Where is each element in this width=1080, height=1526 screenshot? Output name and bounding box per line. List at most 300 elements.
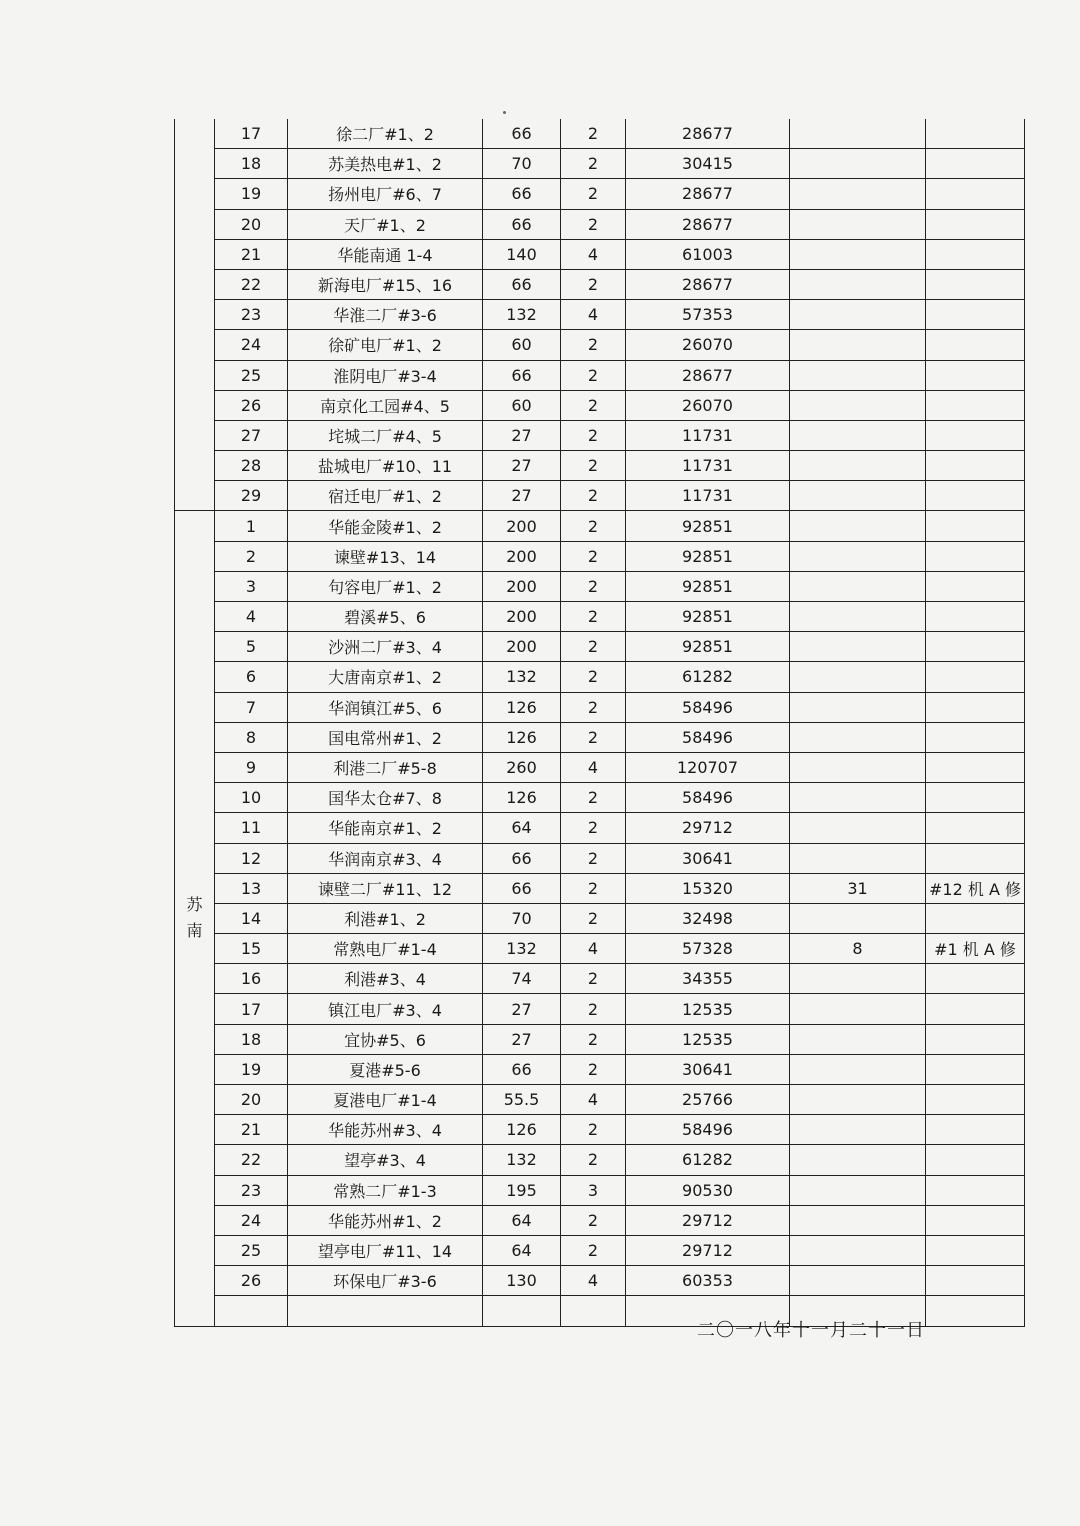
unit-count-cell: 4	[561, 752, 626, 782]
unit-count-cell: 2	[561, 1115, 626, 1145]
unit-count-cell: 2	[561, 1054, 626, 1084]
row-number: 21	[215, 1115, 288, 1145]
row-number: 23	[215, 300, 288, 330]
days-cell	[790, 511, 926, 541]
unit-count-cell: 2	[561, 179, 626, 209]
table-row	[175, 903, 1025, 933]
value-cell: 30641	[626, 1054, 790, 1084]
plant-name: 利港#1、2	[288, 903, 483, 933]
row-number: 11	[215, 813, 288, 843]
document-date: 二〇一八年十一月二十一日	[697, 1320, 925, 1341]
days-cell	[790, 239, 926, 269]
region-cell	[175, 119, 215, 511]
capacity-cell: 130	[483, 1266, 561, 1296]
table-row	[175, 662, 1025, 692]
remark-cell: #1 机 A 修	[926, 934, 1025, 964]
row-number: 9	[215, 752, 288, 782]
table-row	[175, 843, 1025, 873]
table-row	[175, 360, 1025, 390]
remark-cell	[926, 269, 1025, 299]
table-row	[175, 934, 1025, 964]
days-cell	[790, 1205, 926, 1235]
table-row	[175, 1235, 1025, 1265]
unit-count-cell: 2	[561, 330, 626, 360]
capacity-cell: 74	[483, 964, 561, 994]
unit-count-cell: 2	[561, 964, 626, 994]
unit-count-cell: 4	[561, 300, 626, 330]
row-number: 5	[215, 632, 288, 662]
days-cell	[790, 1054, 926, 1084]
table-row	[175, 1205, 1025, 1235]
row-number: 25	[215, 360, 288, 390]
unit-count-cell: 2	[561, 1205, 626, 1235]
value-cell: 28677	[626, 360, 790, 390]
row-number: 10	[215, 783, 288, 813]
table-row	[175, 420, 1025, 450]
remark-cell	[926, 903, 1025, 933]
plant-name: 沙洲二厂#3、4	[288, 632, 483, 662]
table-row	[175, 300, 1025, 330]
capacity-cell: 70	[483, 149, 561, 179]
row-number: 20	[215, 1085, 288, 1115]
capacity-cell: 132	[483, 662, 561, 692]
days-cell	[790, 1115, 926, 1145]
plant-name: 徐二厂#1、2	[288, 119, 483, 149]
row-number: 18	[215, 149, 288, 179]
days-cell	[790, 1145, 926, 1175]
remark-cell	[926, 602, 1025, 632]
row-number: 19	[215, 1054, 288, 1084]
unit-count-cell: 4	[561, 934, 626, 964]
capacity-cell: 66	[483, 1054, 561, 1084]
unit-count-cell: 2	[561, 602, 626, 632]
table-row	[175, 873, 1025, 903]
plant-name: 常熟电厂#1-4	[288, 934, 483, 964]
unit-count-cell: 2	[561, 209, 626, 239]
plant-name: 望亭#3、4	[288, 1145, 483, 1175]
value-cell: 30415	[626, 149, 790, 179]
table-row	[175, 752, 1025, 782]
row-number	[215, 1296, 288, 1326]
capacity-cell: 64	[483, 813, 561, 843]
table-row	[175, 1054, 1025, 1084]
table-row	[175, 722, 1025, 752]
remark-cell	[926, 149, 1025, 179]
remark-cell	[926, 1085, 1025, 1115]
plant-name: 国电常州#1、2	[288, 722, 483, 752]
unit-count-cell	[561, 1296, 626, 1326]
days-cell	[790, 1235, 926, 1265]
remark-cell	[926, 481, 1025, 511]
row-number: 26	[215, 390, 288, 420]
unit-count-cell: 2	[561, 873, 626, 903]
plant-name: 华能苏州#1、2	[288, 1205, 483, 1235]
value-cell: 34355	[626, 964, 790, 994]
days-cell	[790, 722, 926, 752]
table-row	[175, 692, 1025, 722]
table-row	[175, 390, 1025, 420]
remark-cell	[926, 783, 1025, 813]
capacity-cell: 66	[483, 360, 561, 390]
days-cell	[790, 149, 926, 179]
row-number: 3	[215, 571, 288, 601]
days-cell	[790, 541, 926, 571]
days-cell	[790, 1024, 926, 1054]
row-number: 24	[215, 330, 288, 360]
days-cell	[790, 602, 926, 632]
row-number: 20	[215, 209, 288, 239]
plant-name: 华润镇江#5、6	[288, 692, 483, 722]
capacity-cell: 140	[483, 239, 561, 269]
row-number: 21	[215, 239, 288, 269]
remark-cell	[926, 541, 1025, 571]
remark-cell	[926, 964, 1025, 994]
table-row	[175, 541, 1025, 571]
days-cell	[790, 903, 926, 933]
remark-cell	[926, 239, 1025, 269]
row-number: 13	[215, 873, 288, 903]
plant-name: 谏壁二厂#11、12	[288, 873, 483, 903]
days-cell	[790, 179, 926, 209]
unit-count-cell: 2	[561, 843, 626, 873]
capacity-cell: 27	[483, 994, 561, 1024]
remark-cell	[926, 511, 1025, 541]
remark-cell	[926, 662, 1025, 692]
plant-name: 谏壁#13、14	[288, 541, 483, 571]
plant-name: 夏港#5-6	[288, 1054, 483, 1084]
remark-cell	[926, 843, 1025, 873]
value-cell: 25766	[626, 1085, 790, 1115]
unit-count-cell: 2	[561, 1024, 626, 1054]
unit-count-cell: 2	[561, 390, 626, 420]
days-cell	[790, 632, 926, 662]
unit-count-cell: 2	[561, 149, 626, 179]
plant-name: 夏港电厂#1-4	[288, 1085, 483, 1115]
table-row	[175, 149, 1025, 179]
remark-cell	[926, 692, 1025, 722]
unit-count-cell: 2	[561, 903, 626, 933]
unit-count-cell: 2	[561, 783, 626, 813]
plant-name	[288, 1296, 483, 1326]
row-number: 29	[215, 481, 288, 511]
unit-count-cell: 2	[561, 1235, 626, 1265]
remark-cell	[926, 1115, 1025, 1145]
plant-name: 利港#3、4	[288, 964, 483, 994]
unit-count-cell: 4	[561, 239, 626, 269]
plant-name: 苏美热电#1、2	[288, 149, 483, 179]
capacity-cell: 126	[483, 1115, 561, 1145]
value-cell: 30641	[626, 843, 790, 873]
remark-cell	[926, 1205, 1025, 1235]
table-row	[175, 1115, 1025, 1145]
remark-cell	[926, 1024, 1025, 1054]
capacity-cell: 195	[483, 1175, 561, 1205]
plant-name: 镇江电厂#3、4	[288, 994, 483, 1024]
value-cell: 60353	[626, 1266, 790, 1296]
value-cell: 92851	[626, 511, 790, 541]
plant-name: 句容电厂#1、2	[288, 571, 483, 601]
plant-name: 徐矿电厂#1、2	[288, 330, 483, 360]
value-cell: 92851	[626, 632, 790, 662]
unit-count-cell: 4	[561, 1085, 626, 1115]
value-cell: 12535	[626, 994, 790, 1024]
capacity-cell: 70	[483, 903, 561, 933]
region-cell	[175, 511, 215, 1326]
days-cell	[790, 994, 926, 1024]
capacity-cell: 200	[483, 602, 561, 632]
capacity-cell: 126	[483, 722, 561, 752]
row-number: 17	[215, 119, 288, 149]
plant-name: 宿迁电厂#1、2	[288, 481, 483, 511]
plant-name: 华能南通 1-4	[288, 239, 483, 269]
days-cell	[790, 752, 926, 782]
unit-count-cell: 2	[561, 722, 626, 752]
days-cell	[790, 451, 926, 481]
capacity-cell: 126	[483, 692, 561, 722]
days-cell	[790, 360, 926, 390]
value-cell: 26070	[626, 330, 790, 360]
unit-count-cell: 2	[561, 451, 626, 481]
value-cell: 120707	[626, 752, 790, 782]
unit-count-cell: 2	[561, 632, 626, 662]
row-number: 15	[215, 934, 288, 964]
capacity-cell	[483, 1296, 561, 1326]
value-cell: 32498	[626, 903, 790, 933]
remark-cell	[926, 632, 1025, 662]
remark-cell	[926, 179, 1025, 209]
region-label	[175, 892, 214, 944]
days-cell	[790, 1266, 926, 1296]
plant-name: 扬州电厂#6、7	[288, 179, 483, 209]
days-cell	[790, 571, 926, 601]
plant-name: 华能金陵#1、2	[288, 511, 483, 541]
table-row	[175, 783, 1025, 813]
unit-count-cell: 2	[561, 994, 626, 1024]
unit-count-cell: 2	[561, 119, 626, 149]
table-body	[175, 119, 1025, 1326]
value-cell: 57353	[626, 300, 790, 330]
row-number: 8	[215, 722, 288, 752]
plant-name: 大唐南京#1、2	[288, 662, 483, 692]
row-number: 28	[215, 451, 288, 481]
value-cell: 90530	[626, 1175, 790, 1205]
days-cell	[790, 662, 926, 692]
row-number: 22	[215, 269, 288, 299]
unit-count-cell: 2	[561, 813, 626, 843]
value-cell: 11731	[626, 420, 790, 450]
remark-cell	[926, 1145, 1025, 1175]
capacity-cell: 60	[483, 330, 561, 360]
region-char: 南	[186, 921, 203, 941]
remark-cell	[926, 1235, 1025, 1265]
value-cell: 12535	[626, 1024, 790, 1054]
value-cell: 58496	[626, 783, 790, 813]
days-cell	[790, 119, 926, 149]
row-number: 1	[215, 511, 288, 541]
days-cell	[790, 843, 926, 873]
plant-name: 天厂#1、2	[288, 209, 483, 239]
unit-count-cell: 2	[561, 511, 626, 541]
table-row	[175, 119, 1025, 149]
capacity-cell: 132	[483, 1145, 561, 1175]
table-row	[175, 1175, 1025, 1205]
capacity-cell: 200	[483, 571, 561, 601]
row-number: 26	[215, 1266, 288, 1296]
capacity-cell: 27	[483, 420, 561, 450]
days-cell: 31	[790, 873, 926, 903]
unit-count-cell: 4	[561, 1266, 626, 1296]
unit-count-cell: 2	[561, 692, 626, 722]
plant-name: 华能苏州#3、4	[288, 1115, 483, 1145]
plant-name: 常熟二厂#1-3	[288, 1175, 483, 1205]
plant-name: 垞城二厂#4、5	[288, 420, 483, 450]
value-cell: 92851	[626, 541, 790, 571]
table-row	[175, 632, 1025, 662]
value-cell: 61282	[626, 1145, 790, 1175]
table-row	[175, 451, 1025, 481]
value-cell: 92851	[626, 602, 790, 632]
table-row	[175, 481, 1025, 511]
value-cell: 29712	[626, 813, 790, 843]
capacity-cell: 27	[483, 1024, 561, 1054]
days-cell: 8	[790, 934, 926, 964]
value-cell: 11731	[626, 451, 790, 481]
capacity-cell: 66	[483, 873, 561, 903]
remark-cell	[926, 994, 1025, 1024]
remark-cell	[926, 209, 1025, 239]
value-cell: 28677	[626, 179, 790, 209]
capacity-cell: 200	[483, 632, 561, 662]
table-row	[175, 1085, 1025, 1115]
unit-count-cell: 2	[561, 571, 626, 601]
table-row	[175, 813, 1025, 843]
plant-name: 盐城电厂#10、11	[288, 451, 483, 481]
capacity-cell: 126	[483, 783, 561, 813]
capacity-cell: 66	[483, 179, 561, 209]
row-number: 2	[215, 541, 288, 571]
table-row	[175, 239, 1025, 269]
row-number: 18	[215, 1024, 288, 1054]
table-row	[175, 602, 1025, 632]
value-cell: 57328	[626, 934, 790, 964]
capacity-cell: 64	[483, 1235, 561, 1265]
row-number: 27	[215, 420, 288, 450]
days-cell	[790, 481, 926, 511]
remark-cell	[926, 300, 1025, 330]
remark-cell	[926, 1266, 1025, 1296]
unit-count-cell: 2	[561, 1145, 626, 1175]
plant-name: 碧溪#5、6	[288, 602, 483, 632]
days-cell	[790, 300, 926, 330]
capacity-cell: 60	[483, 390, 561, 420]
scan-speck	[503, 111, 506, 114]
value-cell: 58496	[626, 692, 790, 722]
plant-name: 国华太仓#7、8	[288, 783, 483, 813]
unit-count-cell: 2	[561, 269, 626, 299]
table-row	[175, 994, 1025, 1024]
remark-cell	[926, 390, 1025, 420]
remark-cell: #12 机 A 修	[926, 873, 1025, 903]
value-cell: 28677	[626, 209, 790, 239]
plant-name: 华淮二厂#3-6	[288, 300, 483, 330]
remark-cell	[926, 451, 1025, 481]
plant-name: 利港二厂#5-8	[288, 752, 483, 782]
value-cell: 26070	[626, 390, 790, 420]
row-number: 7	[215, 692, 288, 722]
table-row	[175, 330, 1025, 360]
days-cell	[790, 964, 926, 994]
table-row	[175, 1145, 1025, 1175]
unit-count-cell: 2	[561, 662, 626, 692]
row-number: 23	[215, 1175, 288, 1205]
days-cell	[790, 269, 926, 299]
value-cell: 58496	[626, 1115, 790, 1145]
days-cell	[790, 420, 926, 450]
unit-count-cell: 2	[561, 481, 626, 511]
capacity-cell: 55.5	[483, 1085, 561, 1115]
capacity-cell: 132	[483, 300, 561, 330]
plant-name: 华润南京#3、4	[288, 843, 483, 873]
value-cell: 29712	[626, 1205, 790, 1235]
value-cell: 11731	[626, 481, 790, 511]
table-row	[175, 571, 1025, 601]
plant-name: 望亭电厂#11、14	[288, 1235, 483, 1265]
capacity-cell: 27	[483, 481, 561, 511]
capacity-cell: 132	[483, 934, 561, 964]
unit-count-cell: 2	[561, 420, 626, 450]
region-char: 苏	[186, 895, 203, 915]
value-cell: 28677	[626, 269, 790, 299]
row-number: 4	[215, 602, 288, 632]
value-cell: 61282	[626, 662, 790, 692]
plant-name: 华能南京#1、2	[288, 813, 483, 843]
table-row	[175, 1266, 1025, 1296]
value-cell: 29712	[626, 1235, 790, 1265]
table-row	[175, 1024, 1025, 1054]
unit-count-cell: 3	[561, 1175, 626, 1205]
remark-cell	[926, 1175, 1025, 1205]
capacity-cell: 64	[483, 1205, 561, 1235]
value-cell: 58496	[626, 722, 790, 752]
plant-name: 新海电厂#15、16	[288, 269, 483, 299]
value-cell: 28677	[626, 119, 790, 149]
row-number: 12	[215, 843, 288, 873]
days-cell	[790, 813, 926, 843]
table-row	[175, 269, 1025, 299]
row-number: 25	[215, 1235, 288, 1265]
days-cell	[790, 330, 926, 360]
capacity-cell: 66	[483, 119, 561, 149]
unit-count-cell: 2	[561, 541, 626, 571]
days-cell	[790, 209, 926, 239]
table-row	[175, 964, 1025, 994]
table-row	[175, 179, 1025, 209]
value-cell: 92851	[626, 571, 790, 601]
remark-cell	[926, 360, 1025, 390]
plant-name: 淮阴电厂#3-4	[288, 360, 483, 390]
remark-cell	[926, 1054, 1025, 1084]
row-number: 6	[215, 662, 288, 692]
plant-table	[174, 119, 1025, 1327]
remark-cell	[926, 420, 1025, 450]
table-row	[175, 511, 1025, 541]
days-cell	[790, 783, 926, 813]
days-cell	[790, 692, 926, 722]
row-number: 14	[215, 903, 288, 933]
days-cell	[790, 1085, 926, 1115]
plant-name: 环保电厂#3-6	[288, 1266, 483, 1296]
remark-cell	[926, 119, 1025, 149]
